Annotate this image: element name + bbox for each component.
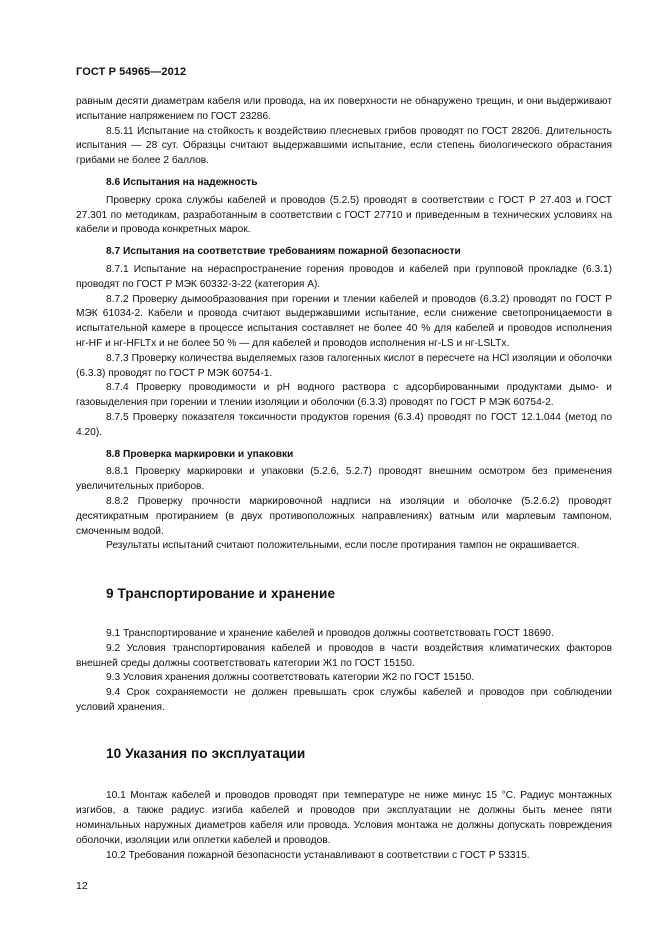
section-heading: 9 Транспортирование и хранение [106,586,336,602]
paragraph: 9.1 Транспортирование и хранение кабелей и проводов должны соответствовать ГОСТ 18690. [106,627,554,639]
subsection-heading: 8.8 Проверка маркировки и упаковки [106,448,294,460]
paragraph: 10.2 Требования пожарной безопасности устанавливают в соответствии с ГОСТ Р 53315. [106,849,530,861]
paragraph: 8.5.11 Испытание на стойкость к воздействию плесневых грибов проводят по ГОСТ 28206. Длительность испытания — 28 сут. Образцы считают выдержавшими испытание, если степень биологического обрастания грибами не более 2 баллов. [76,125,612,167]
subsection-heading: 8.7 Испытания на соответствие требованиям пожарной безопасности [106,246,461,258]
paragraph: Проверку срока службы кабелей и проводов (5.2.5) проводят в соответствии с ГОСТ Р 27.403 и ГОСТ 27.301 по методикам, разработанным в соответствии с ГОСТ 27710 и приведенным в технических условиях на кабели и провода конкретных марок. [76,194,612,236]
paragraph: 8.7.3 Проверку количества выделяемых газов галогенных кислот в пересчете на HCl изоляции и оболочки (6.3.3) проводят по ГОСТ Р МЭК 60754-1. [76,352,612,379]
paragraph: 8.7.1 Испытание на нераспространение горения проводов и кабелей при групповой прокладке (6.3.1) проводят по ГОСТ Р МЭК 60332-3-22 (категория А). [76,263,612,290]
paragraph: 10.1 Монтаж кабелей и проводов проводят при температуре не ниже минус 15 °С. Радиус монтажных изгибов, а также радиус изгиба кабелей и проводов при эксплуатации не должны быть менее пяти номинальных наружных диаметров кабеля или провода. Условия монтажа не должны допускать повреждения оболочки, изоляции или оплетки кабелей и проводов. [76,790,612,846]
paragraph: 8.8.2 Проверку прочности маркировочной надписи на изоляции и оболочке (5.2.6.2) проводят десятикратным протиранием (в двух противоположных направлениях) ватным или марлевым тампоном, смоченным водой. [76,495,612,537]
paragraph: 8.7.5 Проверку показателя токсичности продуктов горения (6.3.4) проводят по ГОСТ 12.1.044 (метод по 4.20). [76,411,612,438]
page-number: 12 [76,880,88,892]
paragraph: 8.7.4 Проверку проводимости и pH водного раствора с адсорбированными продуктами дымо- и газовыделения при горении и тлении изоляции и оболочки (6.3.3) проводят по ГОСТ Р МЭК 60754-2. [76,382,612,409]
paragraph: 9.3 Условия хранения должны соответствовать категории Ж2 по ГОСТ 15150. [106,672,475,684]
paragraph: 8.8.1 Проверку маркировки и упаковки (5.2.6, 5.2.7) проводят внешним осмотром без применения увеличительных приборов. [76,466,612,493]
document-header: ГОСТ Р 54965—2012 [76,66,187,78]
section-heading: 10 Указания по эксплуатации [106,745,306,761]
paragraph: 9.4 Срок сохраняемости не должен превышать срок службы кабелей и проводов при соблюдении условий хранения. [76,687,612,713]
subsection-heading: 8.6 Испытания на надежность [106,176,258,188]
document-body [76,95,612,863]
paragraph: 9.2 Условия транспортирования кабелей и проводов в части воздействия климатических факторов внешней среды должны соответствовать категории Ж1 по ГОСТ 15150. [76,642,612,669]
paragraph: 8.7.2 Проверку дымообразования при горении и тлении кабелей и проводов (6.3.2) проводят по ГОСТ Р МЭК 61034-2. Кабели и провода считают выдержавшими испытание, если снижение светопроницаемости в испытательной камере в процессе испытания составляет не более 40 % для кабелей и проводов исполнения нг-HF и нг-HFLTx и не более 50 % — для кабелей и проводов исполнения нг-LS и нг-LSLTx. [76,293,612,349]
paragraph: Результаты испытаний считают положительными, если после протирания тампон не окрашивается. [106,540,580,552]
paragraph: равным десяти диаметрам кабеля или провода, на их поверхности не обнаружено трещин, и они выдерживают испытание напряжением по ГОСТ 23286. [76,96,612,122]
